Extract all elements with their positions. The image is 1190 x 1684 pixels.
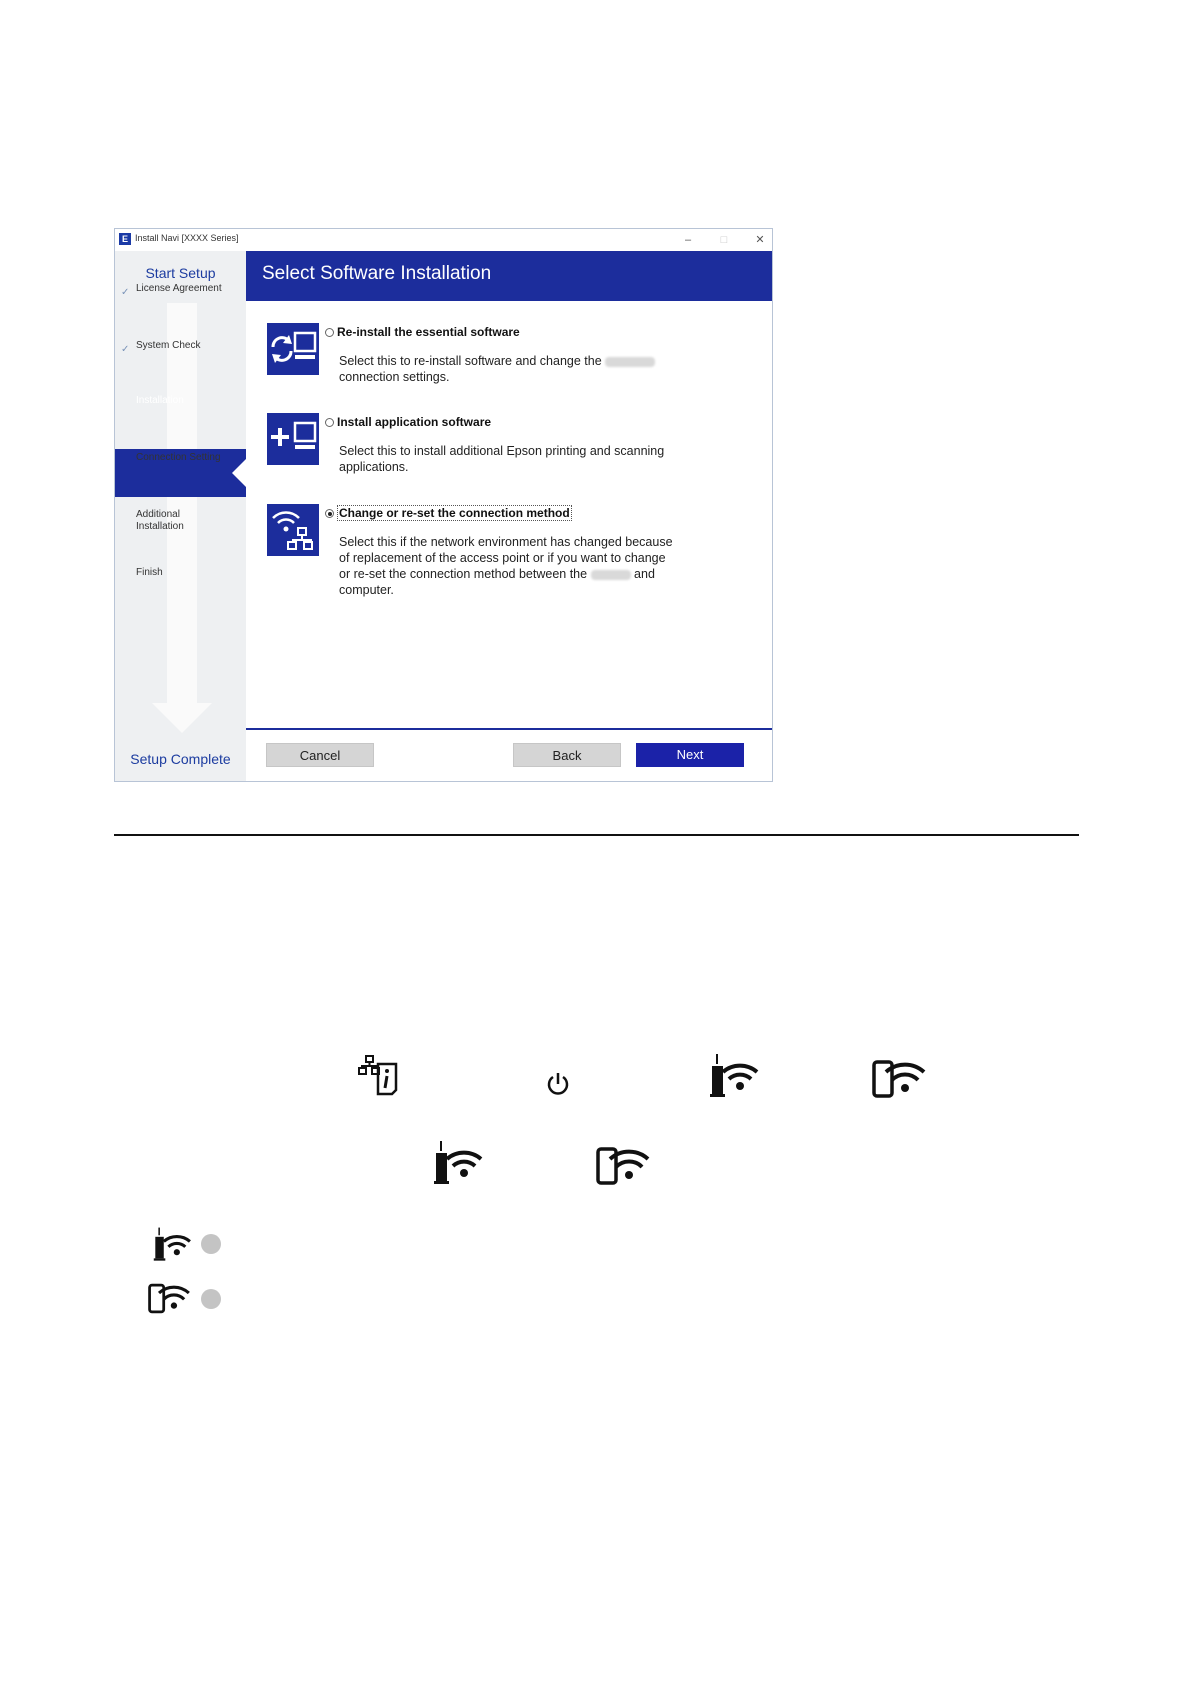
option-title[interactable]: Change or re-set the connection method: [339, 506, 570, 520]
check-icon: ✓: [121, 344, 130, 355]
install-app-radio[interactable]: [325, 418, 334, 427]
check-icon: ✓: [121, 287, 130, 298]
reinstall-icon: [267, 323, 319, 375]
step-additional-installation: Additional Installation: [136, 509, 184, 532]
active-step-pointer: [232, 459, 246, 487]
page-header: [246, 251, 772, 301]
install-app-icon: [267, 413, 319, 465]
start-setup-label: Start Setup: [145, 265, 216, 281]
back-button[interactable]: Back: [513, 743, 621, 767]
title-bar: [115, 229, 772, 251]
description-text: or re-set the connection method between the: [339, 567, 588, 581]
option-description: [339, 353, 729, 385]
blurred-product-name: [591, 570, 631, 580]
network-icon: [267, 504, 319, 556]
setup-complete-label: Setup Complete: [130, 751, 231, 767]
next-button[interactable]: Next: [636, 743, 744, 767]
blurred-product-name: [605, 357, 655, 367]
description-text: of replacement of the access point or if you want to change: [339, 551, 666, 565]
steps-sidebar: [115, 251, 246, 781]
step-finish: Finish: [136, 567, 163, 578]
network-status-icon: [358, 1054, 402, 1098]
reinstall-radio[interactable]: [325, 328, 334, 337]
installer-window: [114, 228, 773, 782]
step-installation: Installation: [136, 395, 184, 406]
wifi-router-icon: [153, 1226, 193, 1263]
option-title[interactable]: Re-install the essential software: [337, 325, 520, 339]
step-system-check: System Check: [136, 340, 201, 351]
description-text: Select this if the network environment has changed because: [339, 535, 673, 549]
option-description: [339, 534, 759, 598]
wifi-direct-icon: [872, 1058, 928, 1100]
progress-arrow-shaft: [167, 303, 197, 708]
power-icon: [545, 1071, 571, 1097]
option-title[interactable]: Install application software: [337, 415, 492, 429]
wifi-direct-icon: [596, 1145, 652, 1187]
wifi-router-icon: [433, 1139, 485, 1187]
step-license-agreement: License Agreement: [136, 283, 222, 294]
status-light-indicator: [201, 1289, 221, 1309]
status-light-indicator: [201, 1234, 221, 1254]
progress-arrow-head: [152, 703, 212, 733]
app-logo-icon: E: [119, 233, 131, 245]
wifi-direct-icon: [148, 1282, 192, 1315]
page-title: Select Software Installation: [262, 263, 492, 284]
close-button[interactable]: ✕: [755, 234, 765, 246]
window-title: Install Navi [XXXX Series]: [135, 233, 239, 243]
change-connection-radio[interactable]: [325, 509, 334, 518]
maximize-button[interactable]: □: [720, 234, 728, 246]
section-divider: [114, 834, 1079, 836]
option-description: [339, 443, 759, 475]
description-text: applications.: [339, 460, 409, 474]
footer-divider: [246, 728, 772, 730]
description-text: connection settings.: [339, 370, 450, 384]
description-text: and: [634, 567, 655, 581]
description-text: computer.: [339, 583, 394, 597]
cancel-button[interactable]: Cancel: [266, 743, 374, 767]
step-connection-setting: Connection Setting: [136, 452, 221, 463]
description-text: Select this to re-install software and change the: [339, 354, 602, 368]
description-text: Select this to install additional Epson printing and scanning: [339, 444, 665, 458]
minimize-button[interactable]: –: [684, 234, 692, 246]
wifi-router-icon: [709, 1052, 761, 1100]
